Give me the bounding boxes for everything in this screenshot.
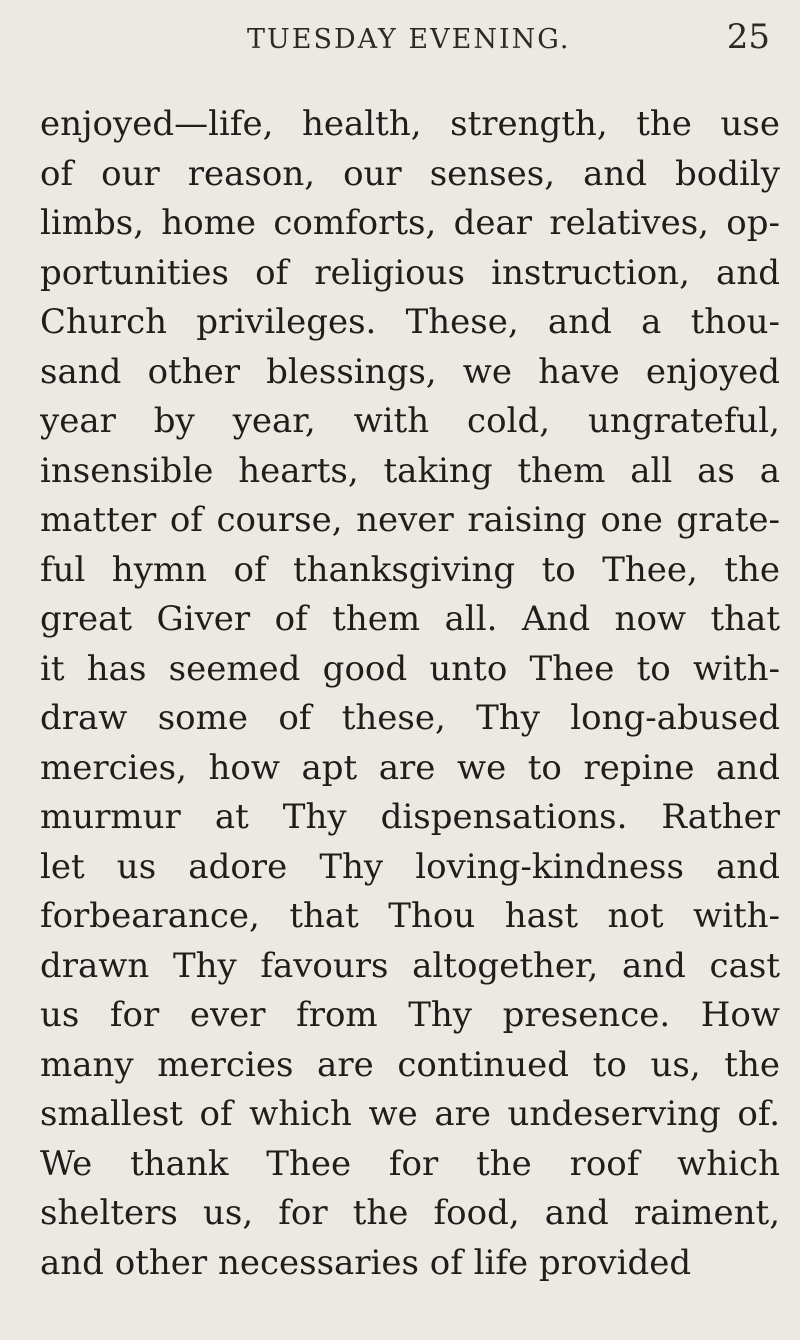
text-line: shelters us, for the food, and raiment, xyxy=(40,1193,780,1233)
text-line: drawn Thy favours altogether, and cast xyxy=(40,945,780,986)
page-header xyxy=(0,8,800,68)
text-line: smallest of which we are undeserving of. xyxy=(40,1094,780,1134)
text-line: insensible hearts, taking them all as a xyxy=(40,450,780,491)
text-line: and other necessaries of life provided xyxy=(40,1242,692,1283)
text-line: draw some of these, Thy long-abused xyxy=(40,698,780,738)
text-line: murmur at Thy dispensations. Rather xyxy=(40,797,780,837)
text-line: matter of course, never raising one grate- xyxy=(40,500,780,540)
text-line: of our reason, our senses, and bodily xyxy=(40,153,780,194)
text-line: ful hymn of thanksgiving to Thee, the xyxy=(40,549,780,590)
running-head: TUESDAY EVENING. xyxy=(247,24,571,55)
text-line: sand other blessings, we have enjoyed xyxy=(40,351,780,392)
text-line: limbs, home comforts, dear relatives, op- xyxy=(40,203,780,243)
text-line: enjoyed—life, health, strength, the use xyxy=(40,104,780,144)
text-line: let us adore Thy loving-kindness and xyxy=(40,846,780,887)
page-number: 25 xyxy=(726,17,770,57)
text-line: many mercies are continued to us, the xyxy=(40,1044,780,1085)
body-text xyxy=(40,100,780,1288)
text-line: us for ever from Thy presence. How xyxy=(40,995,780,1035)
text-line: it has seemed good unto Thee to with- xyxy=(40,648,780,689)
text-line: forbearance, that Thou hast not with- xyxy=(40,896,780,936)
text-line: year by year, with cold, ungrateful, xyxy=(40,401,780,441)
text-line: portunities of religious instruction, and xyxy=(40,252,780,293)
text-line: mercies, how apt are we to repine and xyxy=(40,747,780,788)
text-line: Church privileges. These, and a thou- xyxy=(40,302,780,342)
text-line: We thank Thee for the roof which xyxy=(40,1143,780,1184)
text-line: great Giver of them all. And now that xyxy=(40,599,780,639)
